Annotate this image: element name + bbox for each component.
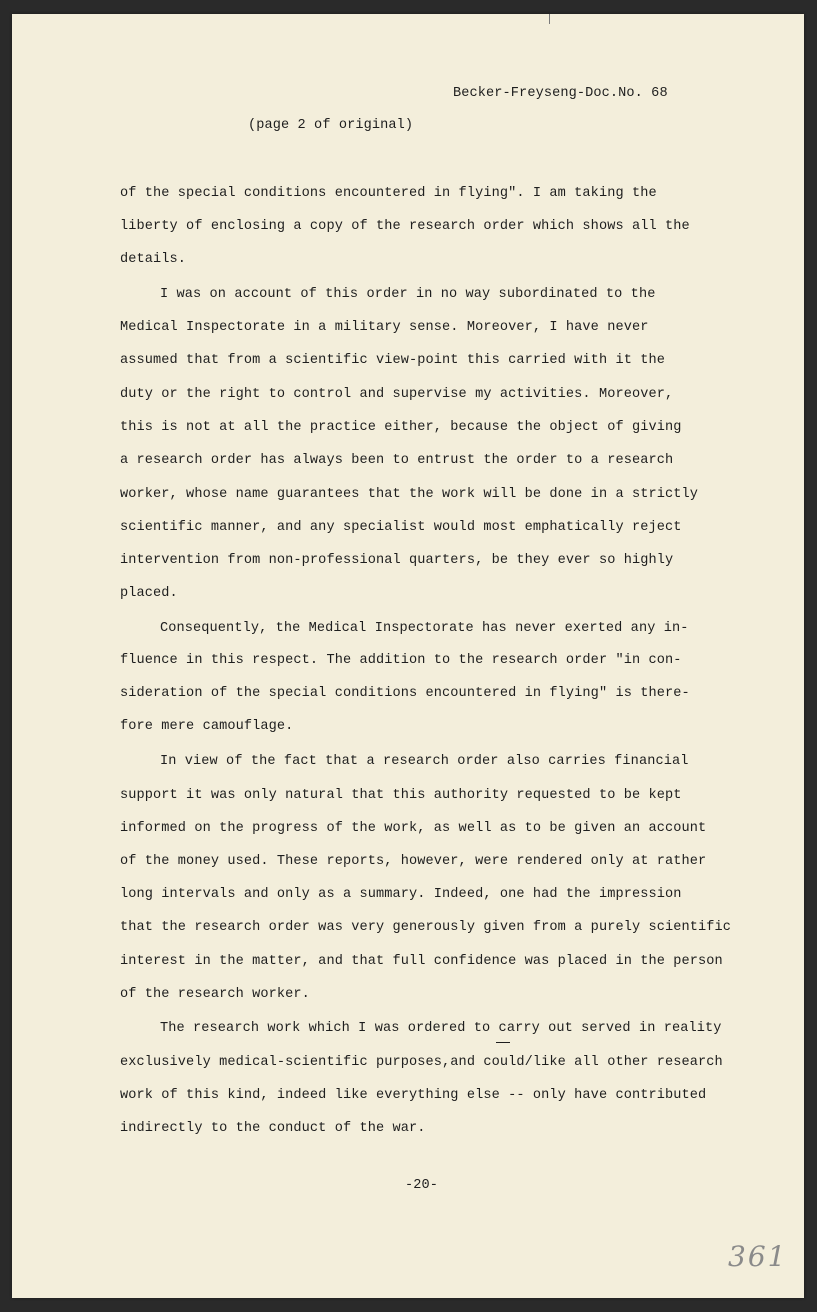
body-line: fore mere camouflage.	[120, 719, 294, 734]
body-line: The research work which I was ordered to carry out served in reality	[160, 1021, 722, 1036]
edge-mark	[549, 14, 550, 24]
body-line: scientific manner, and any specialist would most emphatically reject	[120, 520, 682, 535]
body-line: a research order has always been to entrust the order to a research	[120, 453, 674, 468]
handwritten-folio-number: 361	[728, 1240, 788, 1273]
typed-dash-mark	[496, 1042, 510, 1043]
body-line: of the money used. These reports, however, were rendered only at rather	[120, 854, 707, 869]
body-line: work of this kind, indeed like everything else -- only have contributed	[120, 1088, 707, 1103]
body-line: exclusively medical-scientific purposes,and could/like all other research	[120, 1055, 723, 1070]
body-line: of the research worker.	[120, 987, 310, 1002]
body-line: indirectly to the conduct of the war.	[120, 1121, 426, 1136]
body-line: support it was only natural that this authority requested to be kept	[120, 788, 682, 803]
body-line: informed on the progress of the work, as well as to be given an account	[120, 821, 707, 836]
body-line: fluence in this respect. The addition to the research order "in con-	[120, 653, 682, 668]
body-line: long intervals and only as a summary. Indeed, one had the impression	[120, 887, 682, 902]
body-line: interest in the matter, and that full confidence was placed in the person	[120, 954, 723, 969]
body-line: that the research order was very generously given from a purely scientific	[120, 920, 732, 935]
body-line: assumed that from a scientific view-point this carried with it the	[120, 353, 665, 368]
body-line: In view of the fact that a research order also carries financial	[160, 754, 689, 769]
original-page-reference: (page 2 of original)	[248, 118, 414, 133]
body-line: worker, whose name guarantees that the work will be done in a strictly	[120, 487, 699, 502]
body-line: duty or the right to control and supervise my activities. Moreover,	[120, 387, 674, 402]
body-line: I was on account of this order in no way subordinated to the	[160, 287, 656, 302]
body-line: Medical Inspectorate in a military sense. Moreover, I have never	[120, 320, 649, 335]
body-line: Consequently, the Medical Inspectorate has never exerted any in-	[160, 621, 689, 636]
page-number: -20-	[405, 1178, 439, 1193]
body-line: liberty of enclosing a copy of the research order which shows all the	[120, 219, 690, 234]
body-line: of the special conditions encountered in flying". I am taking the	[120, 186, 657, 201]
body-line: details.	[120, 252, 187, 267]
body-line: sideration of the special conditions encountered in flying" is there-	[120, 686, 690, 701]
body-line: intervention from non-professional quarters, be they ever so highly	[120, 553, 674, 568]
document-reference: Becker-Freyseng-Doc.No. 68	[453, 86, 668, 101]
body-line: this is not at all the practice either, because the object of giving	[120, 420, 682, 435]
document-page	[12, 14, 804, 1298]
body-line: placed.	[120, 586, 178, 601]
